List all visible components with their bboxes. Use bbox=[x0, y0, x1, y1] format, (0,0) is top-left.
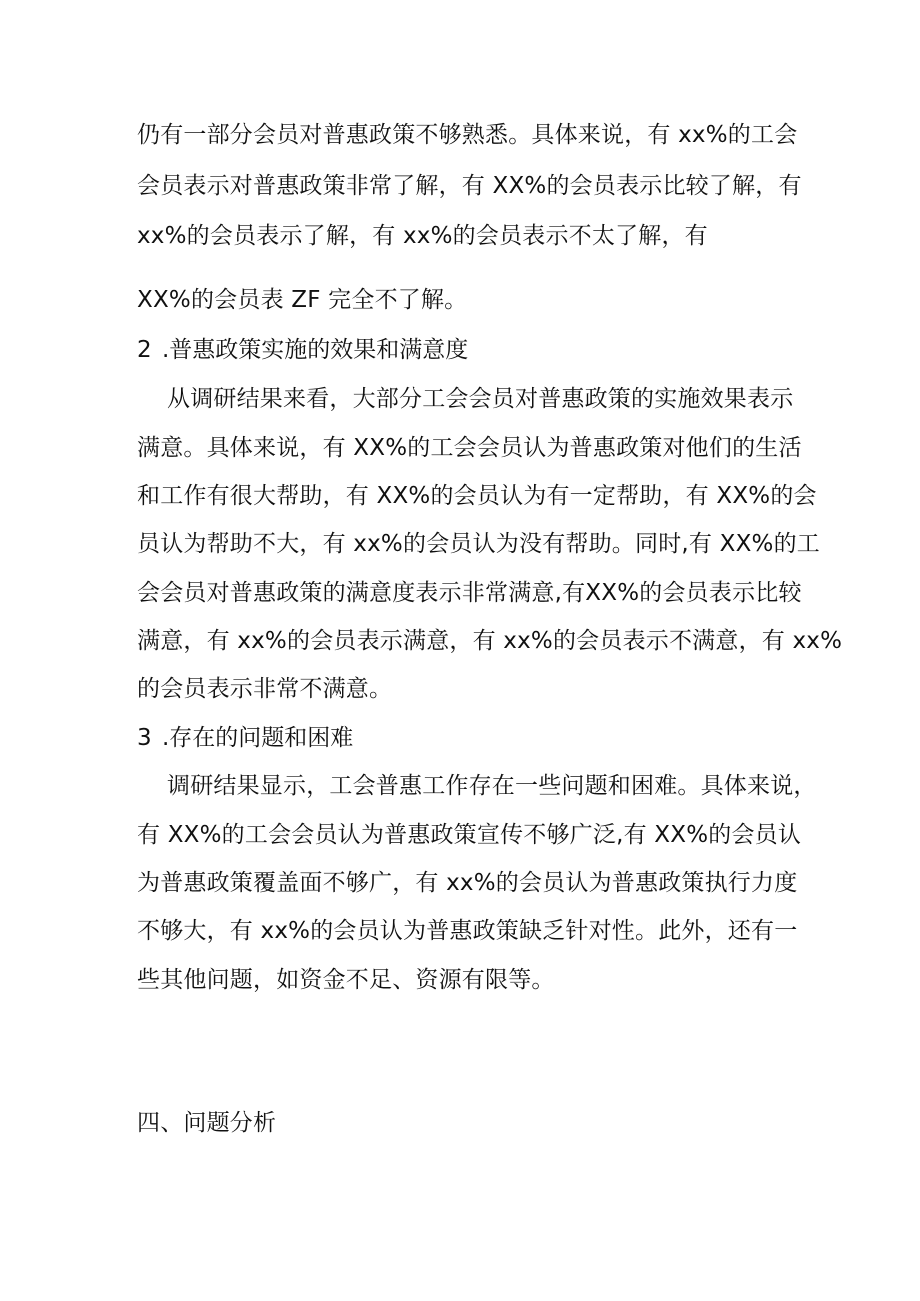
paragraph-line: xx%的会员表示了解，有 xx%的会员表示不太了解，有 bbox=[137, 223, 708, 249]
section-2-number: 2 bbox=[137, 337, 152, 363]
paragraph-line: 会员表示对普惠政策非常了解，有 XX%的会员表示比较了解，有 bbox=[137, 173, 802, 199]
paragraph-line: XX%的会员表 ZF 完全不了解。 bbox=[137, 287, 468, 313]
section-3-number: 3 bbox=[137, 725, 152, 751]
paragraph-line: 的会员表示非常不满意。 bbox=[137, 676, 393, 702]
paragraph-line: 员认为帮助不大，有 xx%的会员认为没有帮助。同时,有 XX%的工 bbox=[137, 531, 820, 557]
paragraph-line: 会会员对普惠政策的满意度表示非常满意,有XX%的会员表示比较 bbox=[137, 580, 802, 606]
paragraph-line: 有 XX%的工会会员认为普惠政策宣传不够广泛,有 XX%的会员认 bbox=[137, 822, 802, 848]
paragraph-line: 调研结果显示，工会普惠工作存在一些问题和困难。具体来说， bbox=[167, 773, 817, 799]
section-2-title: .普惠政策实施的效果和满意度 bbox=[162, 337, 469, 363]
paragraph-line: 不够大，有 xx%的会员认为普惠政策缺乏针对性。此外，还有一 bbox=[137, 918, 798, 944]
paragraph-line: 仍有一部分会员对普惠政策不够熟悉。具体来说，有 xx%的工会 bbox=[137, 122, 798, 148]
section-4-title: 四、问题分析 bbox=[137, 1110, 277, 1136]
section-3-title: .存在的问题和困难 bbox=[162, 725, 354, 751]
paragraph-line: 满意。具体来说，有 XX%的工会会员认为普惠政策对他们的生活 bbox=[137, 435, 802, 461]
paragraph-line: 满意，有 xx%的会员表示满意，有 xx%的会员表示不满意，有 xx% bbox=[137, 628, 843, 654]
paragraph-line: 为普惠政策覆盖面不够广，有 xx%的会员认为普惠政策执行力度 bbox=[137, 870, 798, 896]
paragraph-line: 和工作有很大帮助，有 XX%的会员认为有一定帮助，有 XX%的会 bbox=[137, 483, 817, 509]
paragraph-line: 些其他问题，如资金不足、资源有限等。 bbox=[137, 967, 555, 993]
paragraph-line: 从调研结果来看，大部分工会会员对普惠政策的实施效果表示 bbox=[167, 386, 794, 412]
